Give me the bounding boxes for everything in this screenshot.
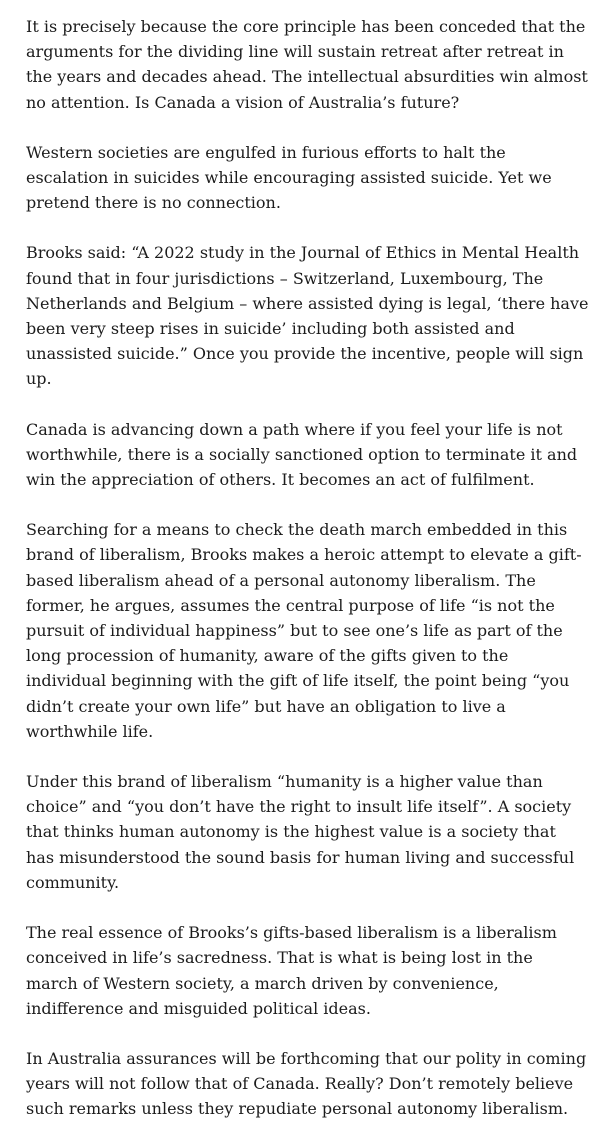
paragraph: The real essence of Brooks’s gifts-based liberalism is a liberalism conceived in life’s sacredness. That is what is being lost in the march of Western society, a march driven by convenience, indifference and misguided political ideas. (26, 923, 557, 1018)
paragraph: Under this brand of liberalism “humanity is a higher value than choice” and “you don’t have the right to insult life itself”. A society that thinks human autonomy is the highest value is a society that has misunderstood the sound basis for human living and successful community. (26, 772, 575, 892)
paragraph: In Australia assurances will be forthcoming that our polity in coming years will not follow that of Canada. Really? Don’t remotely believe such remarks unless they repudiate personal autonomy liberalism. (26, 1048, 587, 1119)
paragraph: It is precisely because the core principle has been conceded that the arguments for the dividing line will sustain retreat after retreat in the years and decades ahead. The intellectual absurdities win almost no attention. Is Canada a vision of Australia’s future? (26, 17, 588, 112)
paragraph: Brooks said: “A 2022 study in the Journal of Ethics in Mental Health found that in four jurisdictions – Switzerland, Luxembourg, The Netherlands and Belgium – where assisted dying is legal, ‘there have been very steep rises in suicide’ including both assisted and unassisted suicide.” Once you provide the incentive, people will sign up. (26, 243, 589, 389)
paragraph: Searching for a means to check the death march embedded in this brand of liberalism, Brooks makes a heroic attempt to elevate a gift-based liberalism ahead of a personal autonomy liberalism. The former, he argues, assumes the central purpose of life “is not the pursuit of individual happiness” but to see one’s life as part of the long procession of humanity, aware of the gifts given to the individual beginning with the gift of life itself, the point being “you didn’t create your own life” but have an obligation to live a worthwhile life. (26, 520, 582, 741)
paragraph: Canada is advancing down a path where if you feel your life is not worthwhile, there is a socially sanctioned option to terminate it and win the appreciation of others. It becomes an act of fulfilment. (26, 419, 578, 490)
paragraph: Western societies are engulfed in furious efforts to halt the escalation in suicides while encouraging assisted suicide. Yet we pretend there is no connection. (26, 142, 552, 213)
